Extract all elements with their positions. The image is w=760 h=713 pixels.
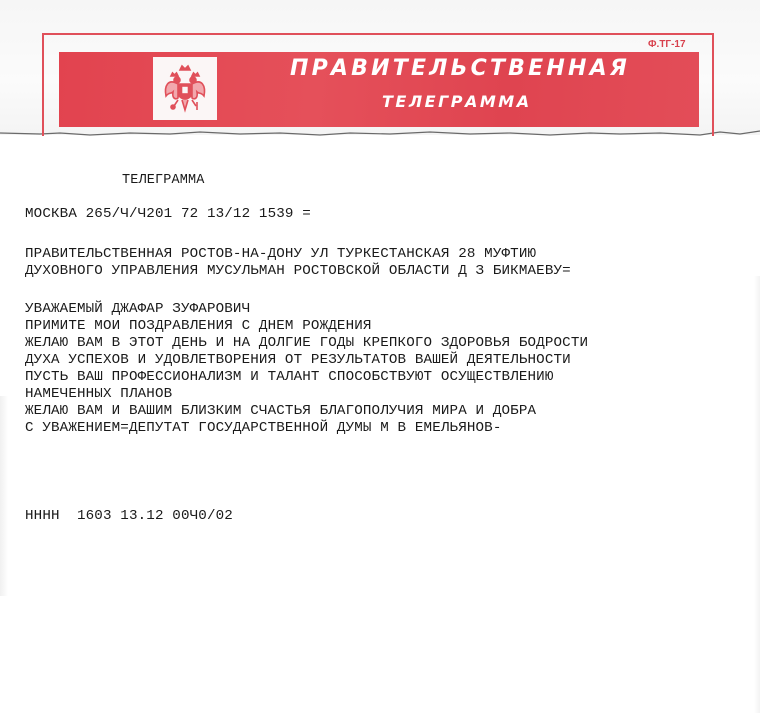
telegram-form-header [0,0,760,135]
body-line: ПРИМИТЕ МОИ ПОЗДРАВЛЕНИЯ С ДНЕМ РОЖДЕНИЯ [25,318,372,334]
emblem-box [153,57,217,120]
signature-line: С УВАЖЕНИЕМ=ДЕПУТАТ ГОСУДАРСТВЕННОЙ ДУМЫ М В ЕМЕЛЬЯНОВ- [25,420,502,436]
salutation: УВАЖАЕМЫЙ ДЖАФАР ЗУФАРОВИЧ [25,301,251,317]
body-line: ДУХА УСПЕХОВ И УДОВЛЕТВОРЕНИЯ ОТ РЕЗУЛЬТАТОВ ВАШЕЙ ДЕЯТЕЛЬНОСТИ [25,352,571,368]
telegram-origin-line: МОСКВА 265/Ч/Ч201 72 13/12 1539 = [25,206,311,222]
paper-edge-shadow [0,396,8,596]
telegram-header: ТЕЛЕГРАММА [122,173,205,188]
address-line: ДУХОВНОГО УПРАВЛЕНИЯ МУСУЛЬМАН РОСТОВСКОЙ ОБЛАСТИ Д З БИКМАЕВУ= [25,263,571,279]
body-line: НАМЕЧЕННЫХ ПЛАНОВ [25,386,173,402]
address-line: ПРАВИТЕЛЬСТВЕННАЯ РОСТОВ-НА-ДОНУ УЛ ТУРКЕСТАНСКАЯ 28 МУФТИЮ [25,246,537,262]
paper-edge-shadow [754,276,760,713]
body-line: ЖЕЛАЮ ВАМ В ЭТОТ ДЕНЬ И НА ДОЛГИЕ ГОДЫ КРЕПКОГО ЗДОРОВЬЯ БОДРОСТИ [25,335,589,351]
body-line: ПУСТЬ ВАШ ПРОФЕССИОНАЛИЗМ И ТАЛАНТ СПОСОБСТВУЮТ ОСУЩЕСТВЛЕНИЮ [25,369,554,385]
banner-title: ПРАВИТЕЛЬСТВЕННАЯ [290,56,630,81]
form-code: Ф.ТГ-17 [648,39,686,50]
telegram-footer: НННН 1603 13.12 00Ч0/02 [25,508,233,524]
body-line: ЖЕЛАЮ ВАМ И ВАШИМ БЛИЗКИМ СЧАСТЬЯ БЛАГОПОЛУЧИЯ МИРА И ДОБРА [25,403,537,419]
russian-coat-of-arms-icon [160,62,210,116]
banner-subtitle: ТЕЛЕГРАММА [382,92,532,111]
